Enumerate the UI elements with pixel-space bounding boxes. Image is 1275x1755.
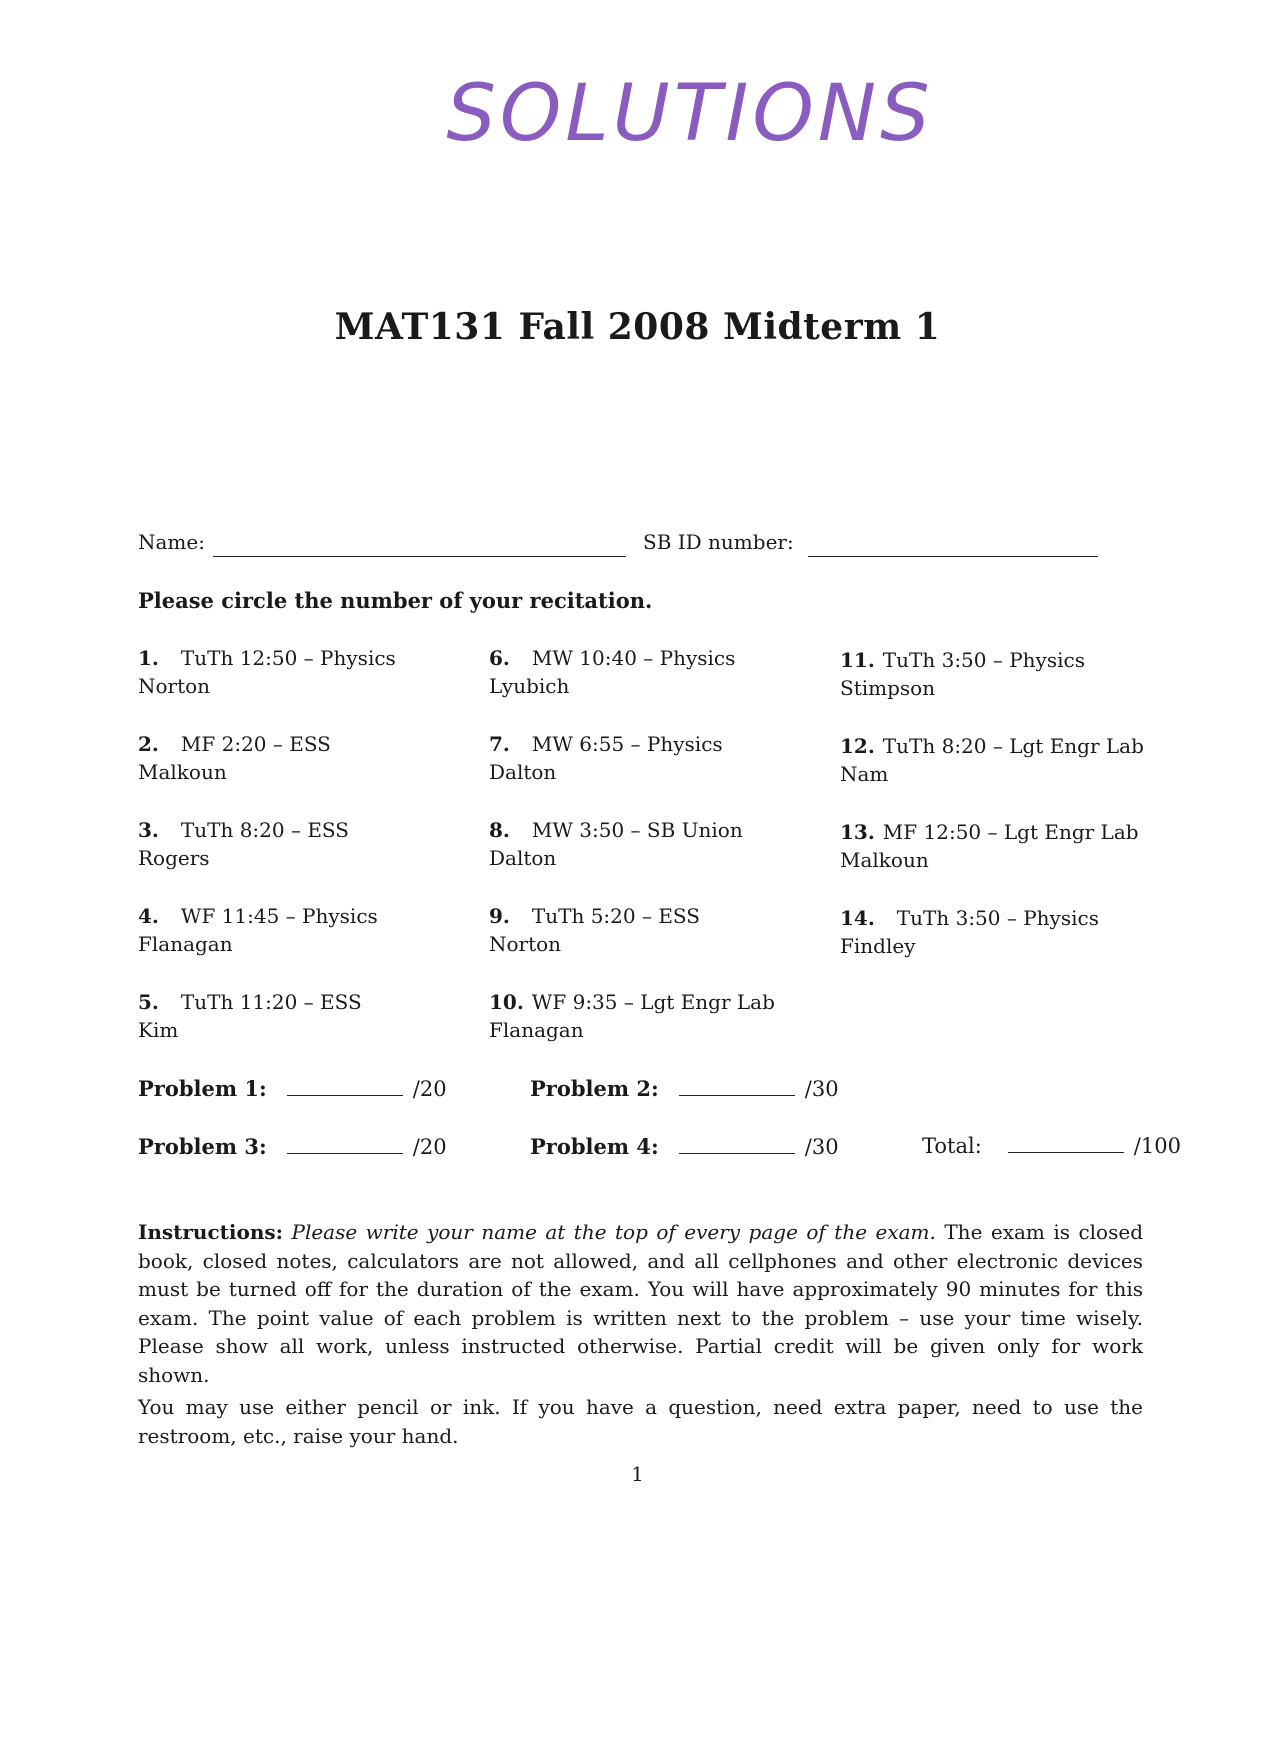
recitation-option[interactable] — [489, 902, 829, 958]
recitation-time: TuTh 11:20 – ESS — [180, 990, 362, 1014]
recitation-number: 3. — [138, 818, 159, 842]
score-problem-4 — [530, 1134, 839, 1159]
page-number: 1 — [631, 1462, 644, 1486]
score-max: /30 — [804, 1135, 839, 1159]
recitation-time: TuTh 3:50 – Physics — [896, 906, 1099, 930]
instructions-second-paragraph: You may use either pencil or ink. If you have a question, need extra paper, need to use the restroom, etc., raise your hand. — [138, 1395, 1143, 1448]
instructions-lead: Instructions: — [138, 1220, 284, 1244]
recitation-time: WF 9:35 – Lgt Engr Lab — [531, 990, 775, 1014]
sb-id-blank[interactable] — [808, 556, 1098, 557]
name-blank[interactable] — [213, 556, 626, 557]
recitation-instructor: Norton — [138, 674, 211, 698]
recitation-instructor: Malkoun — [840, 848, 929, 872]
recitation-number: 13. — [840, 820, 875, 844]
recitation-instructor: Findley — [840, 934, 916, 958]
recitation-number: 6. — [489, 646, 510, 670]
score-blank[interactable] — [287, 1094, 403, 1096]
recitation-option[interactable] — [840, 646, 1170, 702]
score-blank[interactable] — [287, 1152, 403, 1154]
score-problem-3 — [138, 1134, 447, 1159]
score-max: /20 — [412, 1077, 447, 1101]
recitation-time: MF 12:50 – Lgt Engr Lab — [882, 820, 1139, 844]
recitation-instructor: Malkoun — [138, 760, 227, 784]
recitation-number: 14. — [840, 906, 875, 930]
instructions-block — [138, 1218, 1143, 1454]
recitation-number: 11. — [840, 648, 875, 672]
handwritten-solutions-note — [440, 40, 940, 180]
recitation-number: 2. — [138, 732, 159, 756]
sb-id-label: SB ID number: — [643, 530, 794, 554]
recitation-instructor: Dalton — [489, 760, 557, 784]
score-total — [922, 1134, 1181, 1158]
recitation-number: 12. — [840, 734, 875, 758]
recitation-option[interactable] — [840, 904, 1170, 960]
recitation-number: 1. — [138, 646, 159, 670]
recitation-instructor: Nam — [840, 762, 889, 786]
recitation-number: 8. — [489, 818, 510, 842]
recitation-instructor: Dalton — [489, 846, 557, 870]
recitation-option[interactable] — [138, 644, 478, 700]
score-blank[interactable] — [1008, 1151, 1124, 1153]
recitation-time: TuTh 5:20 – ESS — [531, 904, 700, 928]
instructions-paragraph — [138, 1218, 1143, 1389]
name-label: Name: — [138, 530, 205, 554]
recitation-time: TuTh 12:50 – Physics — [180, 646, 396, 670]
score-blank[interactable] — [679, 1094, 795, 1096]
score-problem-1 — [138, 1076, 447, 1101]
instructions-body: The exam is closed book, closed notes, calculators are not allowed, and all cellphones and other electronic devices must be turned off for the duration of the exam. You will have approximately 90 minutes for this exam. The point value of each problem is written next to the problem – use your time wisely. Please show all work, unless instructed otherwise. Partial credit will be given only for work shown. — [138, 1220, 1143, 1387]
recitation-time: MW 3:50 – SB Union — [531, 818, 743, 842]
recitation-time: TuTh 3:50 – Physics — [882, 648, 1085, 672]
recitation-option[interactable] — [489, 816, 829, 872]
recitation-instructor: Rogers — [138, 846, 210, 870]
recitation-option[interactable] — [138, 902, 478, 958]
score-label: Problem 1: — [138, 1076, 267, 1101]
recitation-time: WF 11:45 – Physics — [180, 904, 378, 928]
recitation-instructor: Lyubich — [489, 674, 570, 698]
recitation-option[interactable] — [489, 730, 829, 786]
recitation-time: TuTh 8:20 – Lgt Engr Lab — [882, 734, 1144, 758]
recitation-instructor: Norton — [489, 932, 562, 956]
recitation-number: 7. — [489, 732, 510, 756]
recitation-instructor: Stimpson — [840, 676, 936, 700]
recitation-instructor: Kim — [138, 1018, 179, 1042]
score-max: /20 — [412, 1135, 447, 1159]
recitation-option[interactable] — [489, 644, 829, 700]
recitation-time: MW 6:55 – Physics — [531, 732, 723, 756]
score-label: Problem 2: — [530, 1076, 659, 1101]
recitation-number: 4. — [138, 904, 159, 928]
recitation-time: TuTh 8:20 – ESS — [180, 818, 349, 842]
score-label: Problem 4: — [530, 1134, 659, 1159]
score-max: /30 — [804, 1077, 839, 1101]
score-label: Problem 3: — [138, 1134, 267, 1159]
recitation-option[interactable] — [138, 816, 478, 872]
recitation-number: 9. — [489, 904, 510, 928]
exam-title: MAT131 Fall 2008 Midterm 1 — [334, 306, 941, 348]
recitation-heading: Please circle the number of your recitation. — [138, 588, 653, 613]
recitation-instructor: Flanagan — [138, 932, 233, 956]
score-blank[interactable] — [679, 1152, 795, 1154]
handwritten-solutions-text: SOLUTIONS — [446, 69, 934, 159]
score-problem-2 — [530, 1076, 839, 1101]
recitation-number: 10. — [489, 990, 524, 1014]
recitation-time: MW 10:40 – Physics — [531, 646, 736, 670]
score-label: Total: — [922, 1134, 982, 1158]
recitation-number: 5. — [138, 990, 159, 1014]
score-max: /100 — [1133, 1134, 1181, 1158]
recitation-time: MF 2:20 – ESS — [180, 732, 331, 756]
recitation-option[interactable] — [138, 730, 478, 786]
recitation-option[interactable] — [840, 818, 1170, 874]
recitation-instructor: Flanagan — [489, 1018, 584, 1042]
recitation-option[interactable] — [489, 988, 829, 1044]
instructions-italic: Please write your name at the top of every page of the exam. — [291, 1220, 936, 1244]
recitation-option[interactable] — [840, 732, 1170, 788]
recitation-option[interactable] — [138, 988, 478, 1044]
